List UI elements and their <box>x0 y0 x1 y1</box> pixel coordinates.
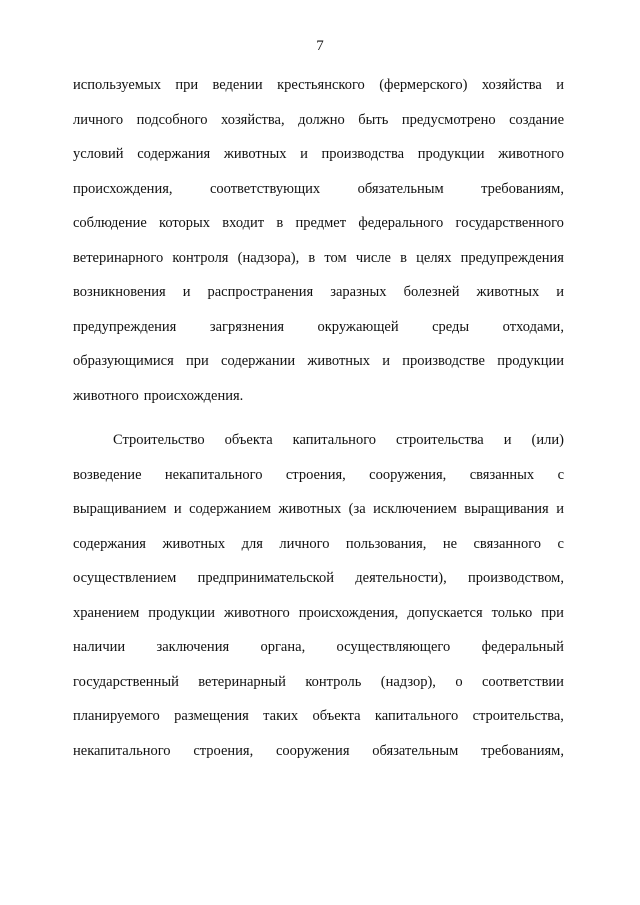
paragraph <box>73 429 564 774</box>
text-line: содержания животных для личного пользования, не связанного с <box>73 535 564 552</box>
text-line: некапитального строения, сооружения обязательным требованиям, <box>73 742 564 759</box>
text-line: осуществлением предпринимательской деятельности), производством, <box>73 570 564 586</box>
text-line: личного подсобного хозяйства, должно быть предусмотрено создание <box>73 111 564 128</box>
text-line: планируемого размещения таких объекта капитального строительства, <box>73 708 564 724</box>
text-line: государственный ветеринарный контроль (надзор), о соответствии <box>73 673 564 690</box>
text-line: выращиванием и содержанием животных (за исключением выращивания и <box>73 501 564 517</box>
paragraph-gap <box>73 419 564 429</box>
text-line: предупреждения загрязнения окружающей среды отходами, <box>73 318 564 335</box>
text-line: животного происхождения. <box>73 387 244 404</box>
text-line: хранением продукции животного происхождения, допускается только при <box>73 604 564 621</box>
page-number: 7 <box>316 38 324 54</box>
text-line: используемых при ведении крестьянского (фермерского) хозяйства и <box>73 77 564 93</box>
document-body <box>73 74 564 774</box>
text-line: возведение некапитального строения, сооружения, связанных с <box>73 466 564 483</box>
text-line: возникновения и распространения заразных болезней животных и <box>73 284 564 300</box>
text-line: ветеринарного контроля (надзора), в том числе в целях предупреждения <box>73 249 564 266</box>
text-line: образующимися при содержании животных и производстве продукции <box>73 353 564 369</box>
text-line: наличии заключения органа, осуществляющего федеральный <box>73 639 564 655</box>
paragraph <box>73 74 564 419</box>
text-line: происхождения, соответствующих обязательным требованиям, <box>73 180 564 197</box>
text-line: условий содержания животных и производства продукции животного <box>73 146 564 162</box>
text-line: Строительство объекта капитального строительства и (или) <box>113 432 564 448</box>
text-line: соблюдение которых входит в предмет федерального государственного <box>73 215 564 231</box>
